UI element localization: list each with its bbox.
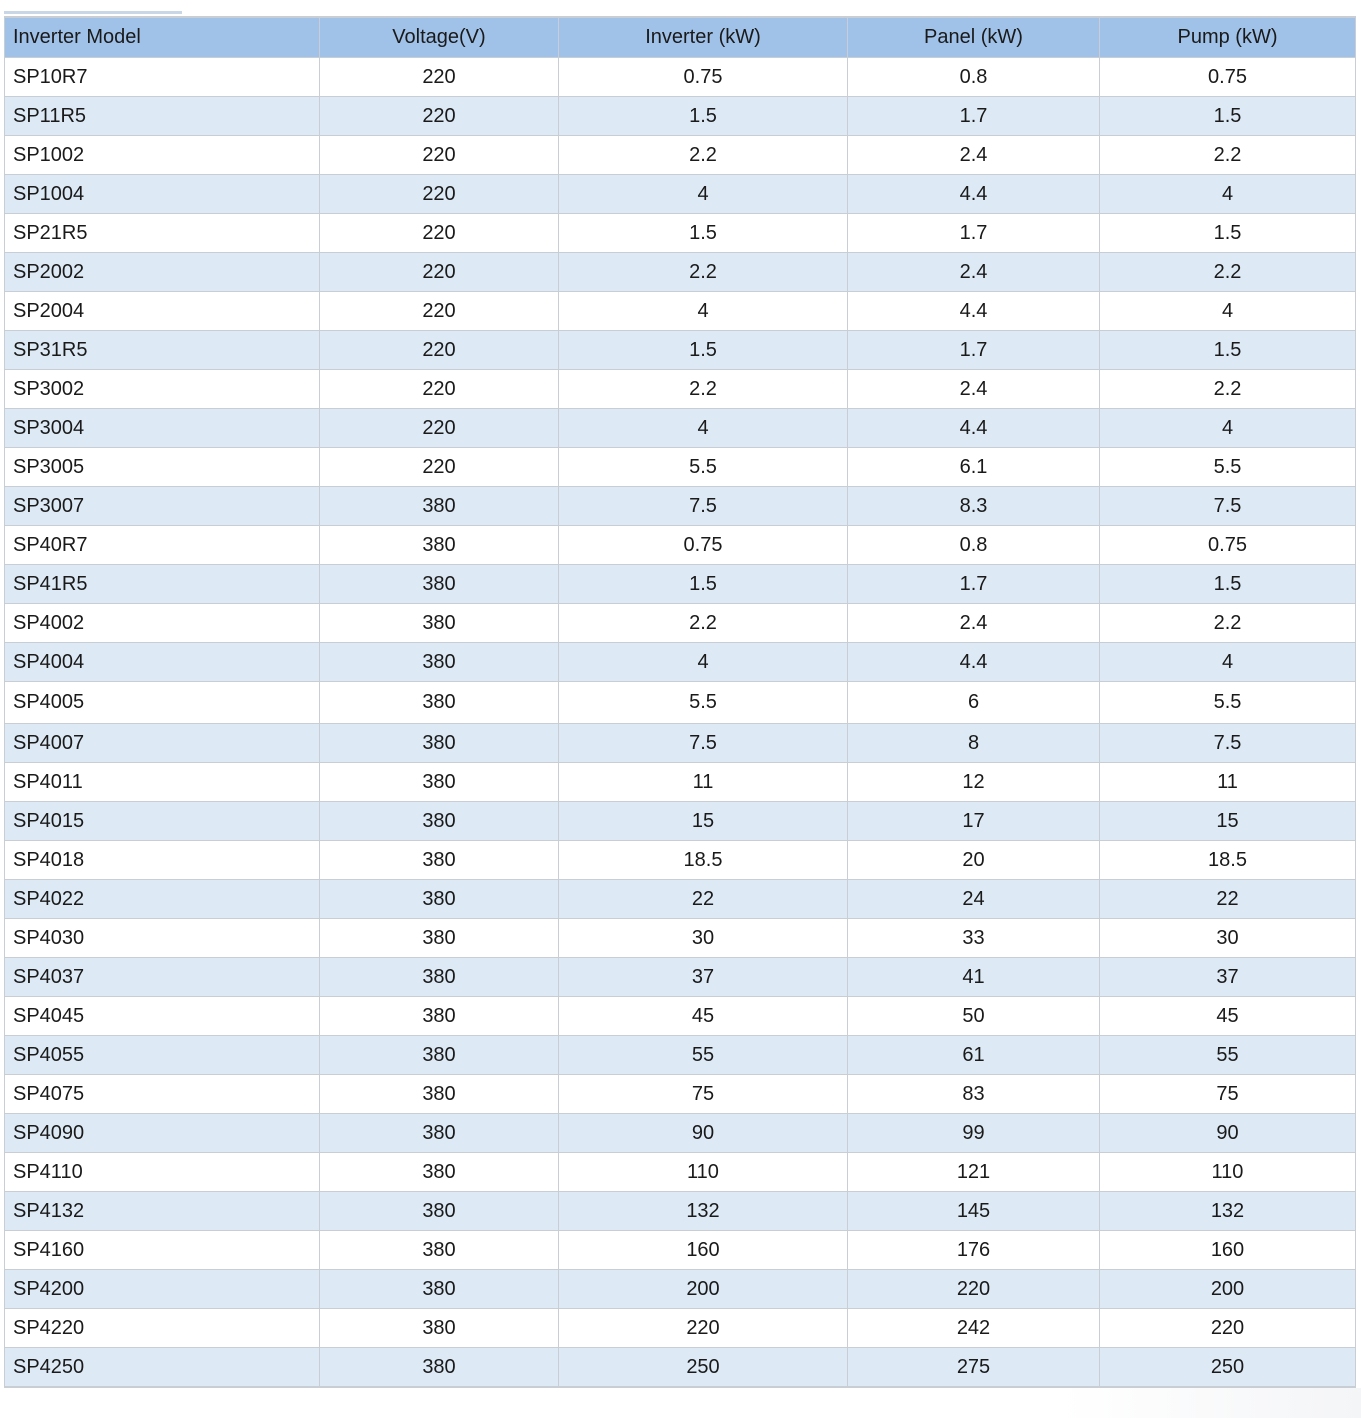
cell-inverter-kw: 220 (559, 1309, 848, 1348)
cell-inverter-kw: 2.2 (559, 370, 848, 409)
cell-voltage: 220 (320, 409, 559, 448)
cell-pump-kw: 2.2 (1100, 136, 1356, 175)
cell-pump-kw: 5.5 (1100, 682, 1356, 724)
cell-panel-kw: 0.8 (848, 58, 1100, 97)
cell-inverter-kw: 15 (559, 802, 848, 841)
cell-inverter-kw: 55 (559, 1036, 848, 1075)
cell-inverter-model: SP41R5 (5, 565, 320, 604)
column-header-pump-kw: Pump (kW) (1100, 17, 1356, 58)
cell-inverter-kw: 1.5 (559, 565, 848, 604)
column-header-inverter-kw: Inverter (kW) (559, 17, 848, 58)
cell-inverter-kw: 7.5 (559, 724, 848, 763)
cell-panel-kw: 2.4 (848, 253, 1100, 292)
cell-pump-kw: 4 (1100, 409, 1356, 448)
cell-pump-kw: 7.5 (1100, 487, 1356, 526)
column-header-panel-kw: Panel (kW) (848, 17, 1100, 58)
cell-inverter-model: SP3002 (5, 370, 320, 409)
cell-inverter-model: SP4160 (5, 1231, 320, 1270)
cell-panel-kw: 1.7 (848, 331, 1100, 370)
cell-inverter-kw: 1.5 (559, 331, 848, 370)
cell-panel-kw: 2.4 (848, 136, 1100, 175)
table-row (5, 997, 1356, 1036)
cell-panel-kw: 275 (848, 1348, 1100, 1388)
header-row (5, 17, 1356, 58)
cell-pump-kw: 55 (1100, 1036, 1356, 1075)
cell-inverter-model: SP3004 (5, 409, 320, 448)
cell-pump-kw: 2.2 (1100, 604, 1356, 643)
cell-pump-kw: 1.5 (1100, 214, 1356, 253)
cell-inverter-model: SP4132 (5, 1192, 320, 1231)
table-row (5, 136, 1356, 175)
cell-inverter-kw: 132 (559, 1192, 848, 1231)
table-row (5, 604, 1356, 643)
cell-inverter-kw: 0.75 (559, 58, 848, 97)
cell-voltage: 380 (320, 1036, 559, 1075)
cell-voltage: 380 (320, 565, 559, 604)
cell-panel-kw: 24 (848, 880, 1100, 919)
cell-pump-kw: 110 (1100, 1153, 1356, 1192)
cell-pump-kw: 18.5 (1100, 841, 1356, 880)
cell-inverter-kw: 7.5 (559, 487, 848, 526)
cell-pump-kw: 90 (1100, 1114, 1356, 1153)
cell-panel-kw: 61 (848, 1036, 1100, 1075)
cell-inverter-kw: 5.5 (559, 682, 848, 724)
cell-voltage: 220 (320, 253, 559, 292)
cell-inverter-model: SP4220 (5, 1309, 320, 1348)
cell-inverter-kw: 250 (559, 1348, 848, 1388)
cell-inverter-model: SP1004 (5, 175, 320, 214)
cell-panel-kw: 4.4 (848, 643, 1100, 682)
cell-inverter-kw: 18.5 (559, 841, 848, 880)
cell-inverter-kw: 22 (559, 880, 848, 919)
table-row (5, 1192, 1356, 1231)
table-row (5, 1114, 1356, 1153)
cell-inverter-model: SP4022 (5, 880, 320, 919)
cell-pump-kw: 30 (1100, 919, 1356, 958)
cell-inverter-model: SP4015 (5, 802, 320, 841)
cell-inverter-kw: 30 (559, 919, 848, 958)
cell-pump-kw: 132 (1100, 1192, 1356, 1231)
cell-inverter-model: SP31R5 (5, 331, 320, 370)
cell-inverter-model: SP4004 (5, 643, 320, 682)
cell-pump-kw: 2.2 (1100, 253, 1356, 292)
cell-voltage: 380 (320, 997, 559, 1036)
table-row (5, 1309, 1356, 1348)
table-row (5, 1270, 1356, 1309)
table-row (5, 1036, 1356, 1075)
cell-pump-kw: 4 (1100, 175, 1356, 214)
cell-panel-kw: 242 (848, 1309, 1100, 1348)
table-row (5, 880, 1356, 919)
top-accent-bar (4, 11, 182, 14)
table-row (5, 643, 1356, 682)
cell-panel-kw: 2.4 (848, 370, 1100, 409)
cell-inverter-kw: 37 (559, 958, 848, 997)
cell-inverter-model: SP4075 (5, 1075, 320, 1114)
table-row (5, 526, 1356, 565)
cell-voltage: 380 (320, 1309, 559, 1348)
table-row (5, 487, 1356, 526)
table-row (5, 409, 1356, 448)
table-row (5, 724, 1356, 763)
cell-inverter-kw: 11 (559, 763, 848, 802)
column-header-inverter-model: Inverter Model (5, 17, 320, 58)
cell-voltage: 220 (320, 136, 559, 175)
cell-inverter-kw: 4 (559, 175, 848, 214)
cell-panel-kw: 83 (848, 1075, 1100, 1114)
table-row (5, 331, 1356, 370)
table-row (5, 58, 1356, 97)
table-row (5, 253, 1356, 292)
cell-inverter-kw: 2.2 (559, 253, 848, 292)
cell-voltage: 220 (320, 58, 559, 97)
cell-inverter-kw: 0.75 (559, 526, 848, 565)
cell-panel-kw: 0.8 (848, 526, 1100, 565)
cell-voltage: 380 (320, 841, 559, 880)
cell-panel-kw: 1.7 (848, 214, 1100, 253)
cell-panel-kw: 20 (848, 841, 1100, 880)
cell-voltage: 380 (320, 724, 559, 763)
table-row (5, 763, 1356, 802)
table-row (5, 214, 1356, 253)
cell-inverter-model: SP4002 (5, 604, 320, 643)
cell-voltage: 220 (320, 292, 559, 331)
cell-pump-kw: 1.5 (1100, 97, 1356, 136)
cell-inverter-model: SP4037 (5, 958, 320, 997)
cell-voltage: 380 (320, 1192, 559, 1231)
cell-pump-kw: 15 (1100, 802, 1356, 841)
cell-pump-kw: 22 (1100, 880, 1356, 919)
cell-inverter-kw: 5.5 (559, 448, 848, 487)
cell-pump-kw: 75 (1100, 1075, 1356, 1114)
table-header (5, 17, 1356, 58)
cell-panel-kw: 121 (848, 1153, 1100, 1192)
table-row (5, 802, 1356, 841)
cell-panel-kw: 12 (848, 763, 1100, 802)
cell-panel-kw: 1.7 (848, 565, 1100, 604)
cell-inverter-kw: 110 (559, 1153, 848, 1192)
cell-voltage: 220 (320, 214, 559, 253)
cell-inverter-kw: 1.5 (559, 97, 848, 136)
cell-inverter-model: SP4007 (5, 724, 320, 763)
cell-inverter-model: SP10R7 (5, 58, 320, 97)
cell-voltage: 220 (320, 175, 559, 214)
cell-inverter-model: SP4045 (5, 997, 320, 1036)
cell-voltage: 380 (320, 1348, 559, 1388)
cell-panel-kw: 33 (848, 919, 1100, 958)
cell-pump-kw: 45 (1100, 997, 1356, 1036)
cell-voltage: 380 (320, 880, 559, 919)
cell-voltage: 380 (320, 487, 559, 526)
cell-panel-kw: 1.7 (848, 97, 1100, 136)
table-row (5, 1153, 1356, 1192)
cell-pump-kw: 5.5 (1100, 448, 1356, 487)
cell-pump-kw: 0.75 (1100, 526, 1356, 565)
cell-voltage: 380 (320, 526, 559, 565)
cell-inverter-kw: 4 (559, 643, 848, 682)
cell-inverter-model: SP11R5 (5, 97, 320, 136)
table-body (5, 58, 1356, 1388)
table-row (5, 97, 1356, 136)
cell-inverter-kw: 4 (559, 292, 848, 331)
table-row (5, 370, 1356, 409)
table-row (5, 448, 1356, 487)
cell-inverter-kw: 45 (559, 997, 848, 1036)
cell-panel-kw: 17 (848, 802, 1100, 841)
cell-voltage: 220 (320, 97, 559, 136)
cell-inverter-model: SP40R7 (5, 526, 320, 565)
cell-voltage: 380 (320, 1153, 559, 1192)
cell-inverter-model: SP4018 (5, 841, 320, 880)
spec-table-container (4, 16, 1355, 1388)
cell-inverter-model: SP2004 (5, 292, 320, 331)
cell-pump-kw: 4 (1100, 292, 1356, 331)
cell-inverter-kw: 2.2 (559, 604, 848, 643)
cell-panel-kw: 41 (848, 958, 1100, 997)
cell-panel-kw: 6.1 (848, 448, 1100, 487)
cell-inverter-model: SP21R5 (5, 214, 320, 253)
cell-pump-kw: 4 (1100, 643, 1356, 682)
corner-shadow (1061, 1388, 1361, 1418)
cell-inverter-model: SP4030 (5, 919, 320, 958)
cell-panel-kw: 4.4 (848, 409, 1100, 448)
cell-voltage: 380 (320, 682, 559, 724)
cell-inverter-model: SP4055 (5, 1036, 320, 1075)
cell-inverter-model: SP4090 (5, 1114, 320, 1153)
table-row (5, 919, 1356, 958)
cell-voltage: 380 (320, 802, 559, 841)
cell-pump-kw: 160 (1100, 1231, 1356, 1270)
cell-pump-kw: 250 (1100, 1348, 1356, 1388)
cell-voltage: 220 (320, 448, 559, 487)
cell-pump-kw: 37 (1100, 958, 1356, 997)
cell-panel-kw: 4.4 (848, 292, 1100, 331)
cell-inverter-kw: 4 (559, 409, 848, 448)
cell-voltage: 380 (320, 763, 559, 802)
cell-panel-kw: 50 (848, 997, 1100, 1036)
cell-voltage: 380 (320, 643, 559, 682)
cell-inverter-model: SP4250 (5, 1348, 320, 1388)
cell-voltage: 220 (320, 331, 559, 370)
table-row (5, 1348, 1356, 1388)
cell-voltage: 380 (320, 1270, 559, 1309)
cell-inverter-kw: 2.2 (559, 136, 848, 175)
cell-panel-kw: 8.3 (848, 487, 1100, 526)
cell-inverter-model: SP3007 (5, 487, 320, 526)
table-row (5, 841, 1356, 880)
cell-inverter-kw: 200 (559, 1270, 848, 1309)
cell-voltage: 380 (320, 1231, 559, 1270)
cell-inverter-model: SP4110 (5, 1153, 320, 1192)
cell-pump-kw: 200 (1100, 1270, 1356, 1309)
column-header-voltage: Voltage(V) (320, 17, 559, 58)
cell-inverter-model: SP2002 (5, 253, 320, 292)
cell-pump-kw: 7.5 (1100, 724, 1356, 763)
cell-pump-kw: 1.5 (1100, 331, 1356, 370)
cell-voltage: 380 (320, 1075, 559, 1114)
cell-panel-kw: 220 (848, 1270, 1100, 1309)
cell-panel-kw: 4.4 (848, 175, 1100, 214)
cell-panel-kw: 176 (848, 1231, 1100, 1270)
table-row (5, 682, 1356, 724)
cell-pump-kw: 220 (1100, 1309, 1356, 1348)
cell-pump-kw: 11 (1100, 763, 1356, 802)
cell-pump-kw: 2.2 (1100, 370, 1356, 409)
cell-voltage: 220 (320, 370, 559, 409)
cell-panel-kw: 99 (848, 1114, 1100, 1153)
cell-panel-kw: 2.4 (848, 604, 1100, 643)
table-row (5, 565, 1356, 604)
cell-pump-kw: 0.75 (1100, 58, 1356, 97)
table-row (5, 958, 1356, 997)
table-row (5, 175, 1356, 214)
cell-voltage: 380 (320, 604, 559, 643)
cell-inverter-model: SP4200 (5, 1270, 320, 1309)
cell-inverter-model: SP1002 (5, 136, 320, 175)
cell-inverter-kw: 90 (559, 1114, 848, 1153)
table-row (5, 1231, 1356, 1270)
cell-panel-kw: 8 (848, 724, 1100, 763)
table-row (5, 1075, 1356, 1114)
cell-inverter-kw: 75 (559, 1075, 848, 1114)
cell-voltage: 380 (320, 919, 559, 958)
cell-panel-kw: 6 (848, 682, 1100, 724)
inverter-spec-table (4, 16, 1356, 1388)
cell-inverter-model: SP4011 (5, 763, 320, 802)
table-row (5, 292, 1356, 331)
cell-voltage: 380 (320, 1114, 559, 1153)
cell-pump-kw: 1.5 (1100, 565, 1356, 604)
cell-voltage: 380 (320, 958, 559, 997)
cell-inverter-kw: 1.5 (559, 214, 848, 253)
cell-panel-kw: 145 (848, 1192, 1100, 1231)
cell-inverter-model: SP3005 (5, 448, 320, 487)
cell-inverter-kw: 160 (559, 1231, 848, 1270)
cell-inverter-model: SP4005 (5, 682, 320, 724)
